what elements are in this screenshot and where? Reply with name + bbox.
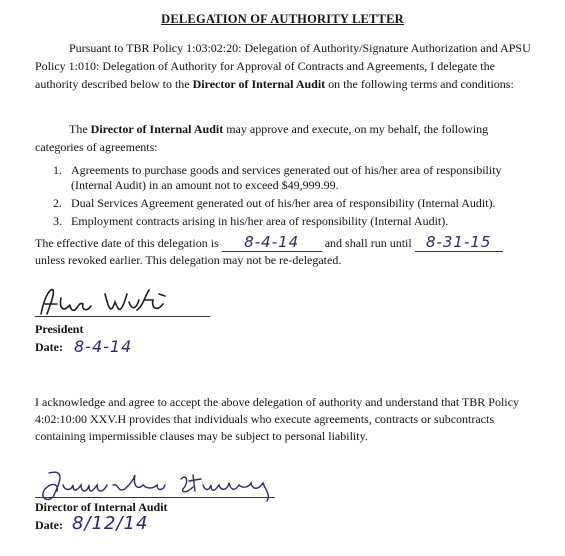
agreements-list: [53, 163, 543, 232]
list-item: 1. Agreements to purchase goods and services generated out of his/her area of responsibility (Internal Audit) in an amount not to exceed $49,999.99.: [53, 163, 502, 192]
director-label: Director of Internal Audit: [35, 500, 168, 514]
president-date-label: Date:: [35, 340, 63, 354]
director-date-label: Date:: [35, 518, 63, 532]
acknowledgement-paragraph: I acknowledge and agree to accept the above delegation of authority and understand that TBR Policy 4:02:10:00 XXV.H provides that individuals who execute agreements, contracts or subcontracts containing impermissible clauses may be subject to personal liability.: [35, 395, 519, 443]
list-item: 3. Employment contracts arising in his/her area of responsibility (Internal Audit).: [53, 214, 449, 228]
president-signature: [35, 284, 210, 320]
categories-paragraph: The Director of Internal Audit may approve and execute, on my behalf, the following categories of agreements:: [35, 122, 489, 154]
effective-date-paragraph: The effective date of this delegation is 8-4-14 and shall run until 8-31-15 unless revoked earlier. This delegation may not be re-delegated.: [35, 234, 555, 269]
director-signature: [35, 467, 275, 503]
delegate-title: Director of Internal Audit: [90, 122, 224, 136]
effective-date-value: 8-4-14: [222, 234, 322, 252]
intro-paragraph: Pursuant to TBR Policy 1:03:02:20: Delegation of Authority/Signature Authorization and APSU Policy 1:010: Delegation of Authority for Approval of Contracts and Agreements, I delegate the authority described below to the Director of Internal Audit on the following terms and conditions:: [35, 41, 531, 91]
president-date-value: 8-4-14: [74, 337, 133, 356]
document-title: DELEGATION OF AUTHORITY LETTER: [161, 12, 404, 26]
delegate-title: Director of Internal Audit: [192, 77, 326, 91]
director-date-value: 8/12/14: [72, 513, 149, 534]
list-item: 2. Dual Services Agreement generated out of his/her area of responsibility (Internal Audit).: [53, 196, 496, 210]
end-date-value: 8-31-15: [415, 234, 503, 252]
president-label: President: [35, 322, 84, 336]
